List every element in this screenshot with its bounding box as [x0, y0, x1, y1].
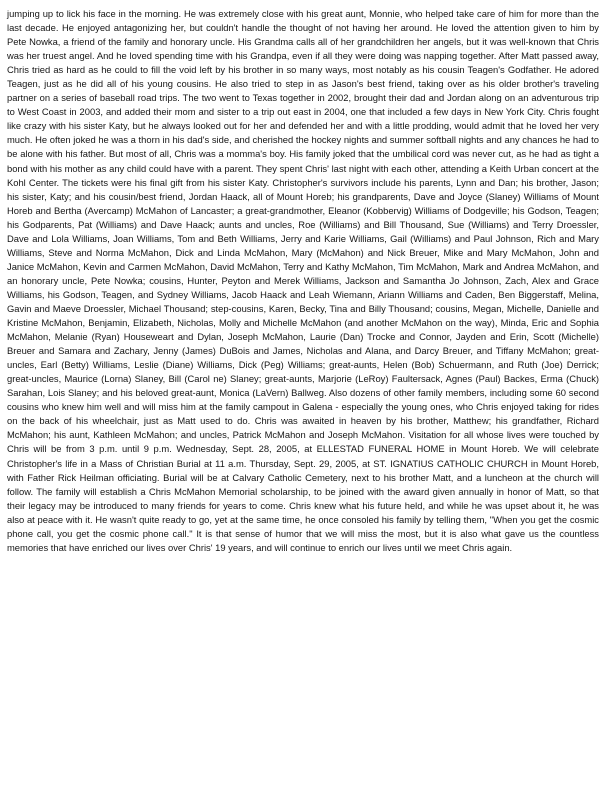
obituary-body-text: jumping up to lick his face in the morning. He was extremely close with his great aunt, Monnie, who helped take care of him for more than the last decade. He enjoyed antagonizing her, but couldn't handle the thought of not having her around. He loved the attention given to him by Pete Nowka, a friend of the family and honorary uncle. His Grandma calls all of her grandchildren her angels, but it was well-known that Chris was her truest angel. And he loved spending time with his Grandpa, even if all they were doing was napping together. After Matt passed away, Chris tried as hard as he could to fill the void left by his brother in so many ways, most notably as his cousin Teagen's Godfather. He adored Teagen, just as he did all of his young cousins. He also tried to step in as Jason's best friend, taking over as his older brother's traveling partner on a series of baseball road trips. The two went to Texas together in 2002, brought their dad and Jordan along on an adventurous trip to West Coast in 2003, and added their mom and sister to a trip out east in 2004, one that included a few days in New York City. Chris fought like crazy with his sister Katy, but he always looked out for her and defended her and with a little prodding, would admit that he loved her very much. He often joked he was a thorn in his dad's side, and cherished the hockey nights and summer softball nights and any chances he had to be alone with his father. But most of all, Chris was a momma's boy. His family joked that the umbilical cord was never cut, as he had as tight a bond with his mother as any child could have with a parent. They spent Chris' last night with each other, attending a Keith Urban concert at the Kohl Center. The tickets were his final gift from his sister Katy. Christopher's survivors include his parents, Lynn and Dan; his brother, Jason; his sister, Katy; and his cousin/best friend, Jordan Haack, all of Mount Horeb; his grandparents, Dave and Joyce (Slaney) Williams of Mount Horeb and Bertha (Avercamp) McMahon of Lancaster; a great-grandmother, Eleanor (Kobbervig) Williams of Dodgeville; his Godson, Teagen; his Godparents, Pat (Williams) and Dave Haack; aunts and uncles, Roe (Williams) and Bill Thousand, Sue (Williams) and Terry Droessler, Dave and Lola Williams, Joan Williams, Tom and Beth Williams, Jerry and Karie Williams, Gail (Williams) and Paul Johnson, Rich and Mary Williams, Steve and Norma McMahon, Dick and Linda McMahon, Mary (McMahon) and Nick Breuer, Mike and Mary McMahon, John and Janice McMahon, Kevin and Carmen McMahon, David McMahon, Terry and Kathy McMahon, Tim McMahon, Mark and Andrea McMahon, and an honorary uncle, Pete Nowka; cousins, Hunter, Peyton and Merek Williams, Jackson and Samantha Jo Johnson, Zach, Alex and Grace Williams, his Godson, Teagen, and Sydney Williams, Jacob Haack and Leah Wiemann, Ariann Williams and Caden, Ben Biggerstaff, Melina, Gavin and Maeve Droessler, Michael Thousand; step-cousins, Karen, Becky, Tina and Billy Thousand; cousins, Megan, Michelle, Danielle and Kristine McMahon, Benjamin, Elizabeth, Nicholas, Molly and Michelle McMahon (and another McMahon on the way), Minda, Eric and Sophia McMahon, Melanie (Ryan) Houseweart and Dylan, Joseph McMahon, Laurie (Dan) Trocke and Connor, Jayden and Erin, Scott (Michelle) Breuer and Samara and Zachary, Jenny (James) DuBois and James, Nicholas and Alana, and Darcy Breuer, and Tiffany McMahon; great-uncles, Earl (Betty) Williams, Leslie (Diane) Williams, Dick (Peg) Williams; great-aunts, Helen (Bob) Schuermann, and Ruth (Joe) Derrick; great-uncles, Maurice (Lorna) Slaney, Bill (Carol ne) Slaney; great-aunts, Marjorie (LeRoy) Faultersack, Agnes (Paul) Backes, Erma (Chuck) Sarahan, Lois Slaney; and his beloved great-aunt, Monica (LaVern) Ballweg. Also dozens of other family members, including some 60 second cousins who knew him well and will miss him at the family campout in Galena - especially the young ones, who Chris enjoyed taking for rides on the back of his wheelchair, just as Matt used to do. Chris was awaited in heaven by his brother, Matthew; his grandfather, Richard McMahon; his aunt, Kathleen McMahon; and uncles, Patrick McMahon and Joseph McMahon. Visitation for all whose lives were touched by Chris will be from 3 p.m. until 9 p.m. Wednesday, Sept. 28, 2005, at ELLESTAD FUNERAL HOME in Mount Horeb. We will celebrate Christopher's life in a Mass of Christian Burial at 11 a.m. Thursday, Sept. 29, 2005, at ST. IGNATIUS CATHOLIC CHURCH in Mount Horeb, with Father Rick Heilman officiating. Burial will be at Calvary Catholic Cemetery, next to his brother Matt, and a luncheon at the church will follow. The family will establish a Chris McMahon Memorial scholarship, to be joined with the award given annually in honor of Matt, so that their legacy may be introduced to many friends for years to come. Chris knew what his future held, and while he was upset about it, he was also at peace with it. He wasn't quite ready to go, yet at the same time, he once consoled his family by telling them, "When you get the cosmic phone call, you get the cosmic phone call." It is that sense of humor that we will miss the most, but it is also what gave us the countless memories that have enriched our lives over Chris' 19 years, and will continue to enrich our lives until we meet Chris again.: [7, 8, 599, 553]
